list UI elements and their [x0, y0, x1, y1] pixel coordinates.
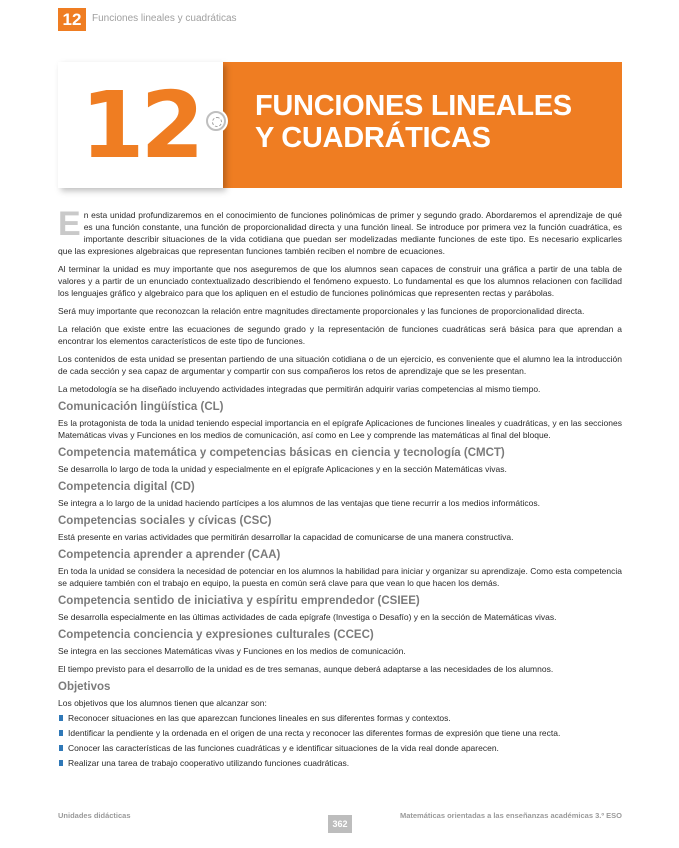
section-text-cd: Se integra a lo largo de la unidad haciendo partícipes a los alumnos de las ventajas que tiene recurrir a los medios informáticos. — [58, 498, 540, 508]
section-text-cmct: Se desarrolla lo largo de toda la unidad y especialmente en el epígrafe Aplicaciones y en la sección Matemáticas vivas. — [58, 464, 507, 474]
paragraph: La metodología se ha diseñado incluyendo actividades integradas que permitirán adquirir varias competencias al mismo tiempo. — [58, 384, 541, 394]
section-text-csiee: Se desarrolla especialmente en las últimas actividades de cada epígrafe (Investiga o Desafío) y en la sección de Matemáticas vivas. — [58, 612, 557, 622]
paragraph: Los contenidos de esta unidad se presentan partiendo de una situación cotidiana o de un ejercicio, es conveniente que el alumno lea la introducción de cada sección y sea capaz de argumentar y compartir con sus compañeros los retos de aprendizaje que se les presentan. — [58, 354, 622, 376]
section-heading-csiee: Competencia sentido de iniciativa y espíritu emprendedor (CSIEE) — [58, 595, 420, 607]
section-heading-objectives: Objetivos — [58, 681, 111, 693]
list-item: Conocer las características de las funciones cuadráticas y e identificar situaciones de la vida real donde aparecen. — [58, 742, 622, 754]
section-text-csc: Está presente en varias actividades que permitirán desarrollar la capacidad de comunicarse de una manera constructiva. — [58, 532, 514, 542]
page-number: 362 — [328, 815, 352, 833]
intro-paragraph: En esta unidad profundizaremos en el conocimiento de funciones polinómicas de primer y segundo grado. Abordaremos el aprendizaje de qué es una función constante, una función de proporcionalidad directa y una función lineal. Se introduce por primera vez la función cuadrática, es importante describir situaciones de la vida cotidiana que puedan ser modelizadas mediante funciones de este tipo. Es necesario explicarles que las expresiones algebraicas que representan funciones también reciben el nombre de ecuaciones. — [58, 205, 622, 256]
section-heading-cd: Competencia digital (CD) — [58, 481, 195, 493]
section-heading-cl: Comunicación lingüística (CL) — [58, 401, 224, 413]
objectives-list — [58, 712, 622, 769]
footer-left: Unidades didácticas — [58, 811, 131, 820]
paragraph: Será muy importante que reconozcan la relación entre magnitudes directamente proporcionales y las funciones de proporcionalidad directa. — [58, 306, 585, 316]
chapter-tab: 12 — [58, 8, 86, 31]
dropcap: E — [58, 205, 81, 243]
chapter-title — [255, 90, 572, 154]
section-heading-caa: Competencia aprender a aprender (CAA) — [58, 549, 281, 561]
section-text-caa: En toda la unidad se considera la necesidad de potenciar en los alumnos la habilidad para iniciar y organizar su aprendizaje. Como esta competencia se adquiere también con el trabajo en equipo, la puesta en común será clave para que vean lo que hacen los demás. — [58, 566, 622, 588]
paragraph: Al terminar la unidad es muy importante que nos aseguremos de que los alumnos sean capaces de construir una gráfica a partir de una tabla de valores y a partir de un enunciado contextualizado describiendo el fenómeno expuesto. Lo fundamental es que los alumnos relacionen con facilidad los lenguajes gráfico y algebraico para que los apliquen en el estudio de funciones polinómicas que representen rectas y parábolas. — [58, 264, 622, 298]
chapter-number-box — [58, 62, 223, 188]
chapter-title-line1: FUNCIONES LINEALES — [255, 90, 572, 122]
list-item: Realizar una tarea de trabajo cooperativo utilizando funciones cuadráticas. — [58, 757, 622, 769]
chapter-title-line2: Y CUADRÁTICAS — [255, 122, 491, 154]
chapter-number: 12 — [80, 72, 201, 179]
footer-right: Matemáticas orientadas a las enseñanzas académicas 3.º ESO — [399, 811, 622, 820]
section-heading-csc: Competencias sociales y cívicas (CSC) — [58, 515, 272, 527]
section-text-ccec: Se integra en las secciones Matemáticas vivas y Funciones en los medios de comunicación. — [58, 646, 406, 656]
section-text-cl: Es la protagonista de toda la unidad teniendo especial importancia en el epígrafe Aplicaciones de funciones lineales y cuadráticas, y en las secciones Matemáticas vivas y Funciones en los medios de comunicación, así como en Lee y comprende las matemáticas al final del bloque. — [58, 418, 622, 440]
section-heading-ccec: Competencia conciencia y expresiones culturales (CCEC) — [58, 629, 374, 641]
list-item: Reconocer situaciones en las que aparezcan funciones lineales en sus diferentes formas y contextos. — [58, 712, 622, 724]
paragraph: La relación que existe entre las ecuaciones de segundo grado y la representación de funciones cuadráticas será básica para que aprendan a encontrar los elementos característicos de este tipo de funciones. — [58, 324, 622, 346]
main-content — [58, 205, 622, 772]
objectives-intro: Los objetivos que los alumnos tienen que alcanzar son: — [58, 698, 267, 708]
seal-icon — [206, 111, 226, 131]
section-heading-cmct: Competencia matemática y competencias básicas en ciencia y tecnología (CMCT) — [58, 447, 505, 459]
list-item: Identificar la pendiente y la ordenada en el origen de una recta y reconocer las diferentes formas de expresión que tiene una recta. — [58, 727, 622, 739]
running-title: Funciones lineales y cuadráticas — [92, 13, 237, 24]
section-text-duration: El tiempo previsto para el desarrollo de la unidad es de tres semanas, aunque deberá adaptarse a las necesidades de los alumnos. — [58, 664, 554, 674]
